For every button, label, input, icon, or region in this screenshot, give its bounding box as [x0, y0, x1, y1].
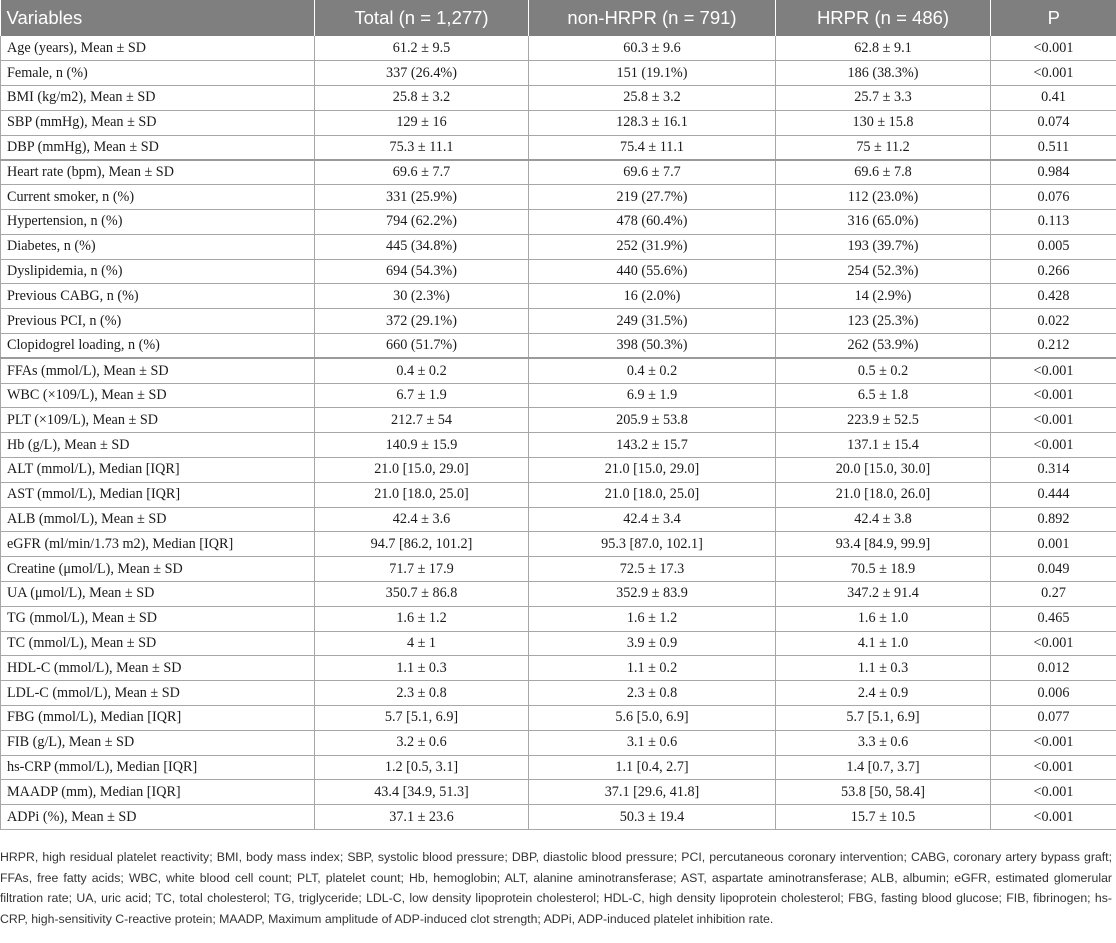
cell-hrpr: 316 (65.0%)	[776, 210, 991, 235]
cell-non-hrpr: 21.0 [18.0, 25.0]	[529, 482, 776, 507]
cell-hrpr: 5.7 [5.1, 6.9]	[776, 706, 991, 731]
cell-non-hrpr: 75.4 ± 11.1	[529, 135, 776, 160]
cell-hrpr: 186 (38.3%)	[776, 61, 991, 86]
header-total: Total (n = 1,277)	[315, 0, 529, 36]
cell-hrpr: 20.0 [15.0, 30.0]	[776, 458, 991, 483]
cell-hrpr: 137.1 ± 15.4	[776, 433, 991, 458]
cell-non-hrpr: 60.3 ± 9.6	[529, 36, 776, 61]
header-non-hrpr: non-HRPR (n = 791)	[529, 0, 776, 36]
cell-non-hrpr: 3.9 ± 0.9	[529, 631, 776, 656]
cell-p-value: <0.001	[991, 358, 1116, 383]
cell-total: 69.6 ± 7.7	[315, 160, 529, 185]
cell-variable: PLT (×109/L), Mean ± SD	[1, 408, 315, 433]
cell-non-hrpr: 95.3 [87.0, 102.1]	[529, 532, 776, 557]
cell-p-value: <0.001	[991, 36, 1116, 61]
table-row	[1, 259, 1116, 284]
table-row	[1, 284, 1116, 309]
cell-total: 1.6 ± 1.2	[315, 606, 529, 631]
cell-total: 25.8 ± 3.2	[315, 86, 529, 111]
cell-p-value: <0.001	[991, 383, 1116, 408]
cell-hrpr: 254 (52.3%)	[776, 259, 991, 284]
table-row	[1, 532, 1116, 557]
cell-hrpr: 130 ± 15.8	[776, 110, 991, 135]
cell-variable: TG (mmol/L), Mean ± SD	[1, 606, 315, 631]
table-row	[1, 805, 1116, 830]
cell-hrpr: 123 (25.3%)	[776, 309, 991, 334]
cell-non-hrpr: 440 (55.6%)	[529, 259, 776, 284]
cell-variable: SBP (mmHg), Mean ± SD	[1, 110, 315, 135]
cell-hrpr: 69.6 ± 7.8	[776, 160, 991, 185]
cell-variable: Dyslipidemia, n (%)	[1, 259, 315, 284]
cell-non-hrpr: 0.4 ± 0.2	[529, 358, 776, 383]
cell-p-value: 0.001	[991, 532, 1116, 557]
cell-p-value: 0.113	[991, 210, 1116, 235]
cell-hrpr: 70.5 ± 18.9	[776, 557, 991, 582]
cell-variable: FFAs (mmol/L), Mean ± SD	[1, 358, 315, 383]
cell-variable: FBG (mmol/L), Median [IQR]	[1, 706, 315, 731]
cell-variable: Creatine (μmol/L), Mean ± SD	[1, 557, 315, 582]
cell-variable: ALT (mmol/L), Median [IQR]	[1, 458, 315, 483]
cell-non-hrpr: 42.4 ± 3.4	[529, 507, 776, 532]
cell-hrpr: 62.8 ± 9.1	[776, 36, 991, 61]
cell-p-value: 0.266	[991, 259, 1116, 284]
cell-hrpr: 2.4 ± 0.9	[776, 681, 991, 706]
cell-p-value: 0.005	[991, 234, 1116, 259]
cell-variable: Previous PCI, n (%)	[1, 309, 315, 334]
cell-non-hrpr: 5.6 [5.0, 6.9]	[529, 706, 776, 731]
table-row	[1, 557, 1116, 582]
cell-variable: Heart rate (bpm), Mean ± SD	[1, 160, 315, 185]
cell-total: 337 (26.4%)	[315, 61, 529, 86]
table-row	[1, 135, 1116, 160]
cell-p-value: <0.001	[991, 730, 1116, 755]
cell-variable: LDL-C (mmol/L), Mean ± SD	[1, 681, 315, 706]
cell-total: 2.3 ± 0.8	[315, 681, 529, 706]
cell-hrpr: 75 ± 11.2	[776, 135, 991, 160]
cell-variable: BMI (kg/m2), Mean ± SD	[1, 86, 315, 111]
table-row	[1, 631, 1116, 656]
table-row	[1, 234, 1116, 259]
cell-non-hrpr: 1.1 [0.4, 2.7]	[529, 755, 776, 780]
cell-non-hrpr: 72.5 ± 17.3	[529, 557, 776, 582]
table-row	[1, 755, 1116, 780]
cell-p-value: 0.41	[991, 86, 1116, 111]
cell-total: 71.7 ± 17.9	[315, 557, 529, 582]
cell-variable: WBC (×109/L), Mean ± SD	[1, 383, 315, 408]
cell-hrpr: 1.4 [0.7, 3.7]	[776, 755, 991, 780]
cell-total: 0.4 ± 0.2	[315, 358, 529, 383]
cell-hrpr: 14 (2.9%)	[776, 284, 991, 309]
cell-non-hrpr: 21.0 [15.0, 29.0]	[529, 458, 776, 483]
table-row	[1, 780, 1116, 805]
cell-variable: eGFR (ml/min/1.73 m2), Median [IQR]	[1, 532, 315, 557]
table-row	[1, 383, 1116, 408]
cell-total: 61.2 ± 9.5	[315, 36, 529, 61]
table-row	[1, 334, 1116, 359]
cell-total: 350.7 ± 86.8	[315, 582, 529, 607]
cell-variable: MAADP (mm), Median [IQR]	[1, 780, 315, 805]
table-row	[1, 160, 1116, 185]
cell-non-hrpr: 128.3 ± 16.1	[529, 110, 776, 135]
cell-total: 21.0 [15.0, 29.0]	[315, 458, 529, 483]
cell-variable: Diabetes, n (%)	[1, 234, 315, 259]
cell-hrpr: 21.0 [18.0, 26.0]	[776, 482, 991, 507]
cell-hrpr: 93.4 [84.9, 99.9]	[776, 532, 991, 557]
cell-total: 3.2 ± 0.6	[315, 730, 529, 755]
cell-non-hrpr: 478 (60.4%)	[529, 210, 776, 235]
cell-variable: HDL-C (mmol/L), Mean ± SD	[1, 656, 315, 681]
cell-p-value: 0.984	[991, 160, 1116, 185]
cell-non-hrpr: 16 (2.0%)	[529, 284, 776, 309]
cell-variable: TC (mmol/L), Mean ± SD	[1, 631, 315, 656]
cell-variable: Female, n (%)	[1, 61, 315, 86]
cell-total: 30 (2.3%)	[315, 284, 529, 309]
table-row	[1, 482, 1116, 507]
cell-p-value: <0.001	[991, 805, 1116, 830]
cell-hrpr: 347.2 ± 91.4	[776, 582, 991, 607]
cell-total: 37.1 ± 23.6	[315, 805, 529, 830]
cell-p-value: <0.001	[991, 408, 1116, 433]
cell-hrpr: 25.7 ± 3.3	[776, 86, 991, 111]
table-row	[1, 730, 1116, 755]
cell-non-hrpr: 37.1 [29.6, 41.8]	[529, 780, 776, 805]
cell-hrpr: 53.8 [50, 58.4]	[776, 780, 991, 805]
cell-p-value: <0.001	[991, 780, 1116, 805]
table-row	[1, 681, 1116, 706]
cell-p-value: 0.074	[991, 110, 1116, 135]
header-hrpr: HRPR (n = 486)	[776, 0, 991, 36]
cell-non-hrpr: 398 (50.3%)	[529, 334, 776, 359]
cell-total: 331 (25.9%)	[315, 185, 529, 210]
cell-non-hrpr: 50.3 ± 19.4	[529, 805, 776, 830]
cell-total: 6.7 ± 1.9	[315, 383, 529, 408]
cell-variable: Current smoker, n (%)	[1, 185, 315, 210]
cell-total: 212.7 ± 54	[315, 408, 529, 433]
cell-p-value: 0.022	[991, 309, 1116, 334]
cell-non-hrpr: 2.3 ± 0.8	[529, 681, 776, 706]
table-row	[1, 210, 1116, 235]
cell-hrpr: 3.3 ± 0.6	[776, 730, 991, 755]
cell-total: 372 (29.1%)	[315, 309, 529, 334]
cell-total: 5.7 [5.1, 6.9]	[315, 706, 529, 731]
cell-total: 694 (54.3%)	[315, 259, 529, 284]
cell-hrpr: 262 (53.9%)	[776, 334, 991, 359]
table-row	[1, 86, 1116, 111]
cell-total: 1.1 ± 0.3	[315, 656, 529, 681]
cell-p-value: <0.001	[991, 61, 1116, 86]
cell-variable: Previous CABG, n (%)	[1, 284, 315, 309]
cell-p-value: 0.428	[991, 284, 1116, 309]
table-row	[1, 408, 1116, 433]
cell-p-value: <0.001	[991, 755, 1116, 780]
cell-non-hrpr: 69.6 ± 7.7	[529, 160, 776, 185]
cell-p-value: 0.465	[991, 606, 1116, 631]
cell-non-hrpr: 25.8 ± 3.2	[529, 86, 776, 111]
table-row	[1, 36, 1116, 61]
cell-variable: ALB (mmol/L), Mean ± SD	[1, 507, 315, 532]
cell-variable: Clopidogrel loading, n (%)	[1, 334, 315, 359]
table-row	[1, 185, 1116, 210]
cell-hrpr: 1.6 ± 1.0	[776, 606, 991, 631]
cell-variable: UA (μmol/L), Mean ± SD	[1, 582, 315, 607]
cell-hrpr: 15.7 ± 10.5	[776, 805, 991, 830]
header-variables: Variables	[1, 0, 315, 36]
cell-p-value: 0.27	[991, 582, 1116, 607]
cell-p-value: 0.012	[991, 656, 1116, 681]
cell-p-value: 0.511	[991, 135, 1116, 160]
table-row	[1, 309, 1116, 334]
table-row	[1, 656, 1116, 681]
table-row	[1, 507, 1116, 532]
cell-hrpr: 223.9 ± 52.5	[776, 408, 991, 433]
table-row	[1, 458, 1116, 483]
cell-hrpr: 0.5 ± 0.2	[776, 358, 991, 383]
cell-non-hrpr: 352.9 ± 83.9	[529, 582, 776, 607]
cell-hrpr: 1.1 ± 0.3	[776, 656, 991, 681]
cell-p-value: 0.049	[991, 557, 1116, 582]
cell-variable: DBP (mmHg), Mean ± SD	[1, 135, 315, 160]
header-p-value: P	[1047, 7, 1060, 28]
cell-non-hrpr: 6.9 ± 1.9	[529, 383, 776, 408]
cell-total: 794 (62.2%)	[315, 210, 529, 235]
cell-total: 129 ± 16	[315, 110, 529, 135]
cell-p-value: 0.444	[991, 482, 1116, 507]
cell-non-hrpr: 249 (31.5%)	[529, 309, 776, 334]
cell-hrpr: 4.1 ± 1.0	[776, 631, 991, 656]
cell-non-hrpr: 143.2 ± 15.7	[529, 433, 776, 458]
cell-variable: ADPi (%), Mean ± SD	[1, 805, 315, 830]
table-body	[1, 36, 1116, 830]
cell-non-hrpr: 3.1 ± 0.6	[529, 730, 776, 755]
table-row	[1, 110, 1116, 135]
cell-p-value: 0.212	[991, 334, 1116, 359]
cell-total: 42.4 ± 3.6	[315, 507, 529, 532]
cell-hrpr: 193 (39.7%)	[776, 234, 991, 259]
cell-non-hrpr: 151 (19.1%)	[529, 61, 776, 86]
cell-hrpr: 6.5 ± 1.8	[776, 383, 991, 408]
cell-total: 43.4 [34.9, 51.3]	[315, 780, 529, 805]
cell-total: 445 (34.8%)	[315, 234, 529, 259]
cell-total: 660 (51.7%)	[315, 334, 529, 359]
cell-p-value: 0.076	[991, 185, 1116, 210]
cell-variable: AST (mmol/L), Median [IQR]	[1, 482, 315, 507]
cell-hrpr: 42.4 ± 3.8	[776, 507, 991, 532]
cell-non-hrpr: 219 (27.7%)	[529, 185, 776, 210]
table-row	[1, 606, 1116, 631]
table-header-row	[1, 0, 1116, 36]
cell-non-hrpr: 1.1 ± 0.2	[529, 656, 776, 681]
cell-variable: hs-CRP (mmol/L), Median [IQR]	[1, 755, 315, 780]
cell-p-value: 0.006	[991, 681, 1116, 706]
cell-variable: Hb (g/L), Mean ± SD	[1, 433, 315, 458]
cell-p-value: <0.001	[991, 433, 1116, 458]
cell-non-hrpr: 1.6 ± 1.2	[529, 606, 776, 631]
cell-non-hrpr: 205.9 ± 53.8	[529, 408, 776, 433]
table-row	[1, 61, 1116, 86]
cell-p-value: 0.314	[991, 458, 1116, 483]
table-row	[1, 358, 1116, 383]
cell-non-hrpr: 252 (31.9%)	[529, 234, 776, 259]
table-row	[1, 706, 1116, 731]
cell-variable: Hypertension, n (%)	[1, 210, 315, 235]
cell-p-value: <0.001	[991, 631, 1116, 656]
table-footnote: HRPR, high residual platelet reactivity; BMI, body mass index; SBP, systolic blood pressure; DBP, diastolic blood pressure; PCI, percutaneous coronary intervention; CABG, coronary artery bypass graft; FFAs, free fatty acids; WBC, white blood cell count; PLT, platelet count; Hb, hemoglobin; ALT, alanine aminotransferase; AST, aspartate aminotransferase; ALB, albumin; eGFR, estimated glomerular filtration rate; UA, uric acid; TC, total cholesterol; TG, triglyceride; LDL-C, low density lipoprotein cholesterol; HDL-C, high density lipoprotein cholesterol; FBG, fasting blood glucose; FIB, fibrinogen; hs-CRP, high-sensitivity C-reactive protein; MAADP, Maximum amplitude of ADP-induced clot strength; ADPi, ADP-induced platelet inhibition rate.	[0, 850, 1112, 926]
cell-p-value: 0.892	[991, 507, 1116, 532]
cell-total: 21.0 [18.0, 25.0]	[315, 482, 529, 507]
cell-total: 1.2 [0.5, 3.1]	[315, 755, 529, 780]
cell-p-value: 0.077	[991, 706, 1116, 731]
table-row	[1, 433, 1116, 458]
cell-total: 140.9 ± 15.9	[315, 433, 529, 458]
cell-variable: Age (years), Mean ± SD	[1, 36, 315, 61]
cell-total: 4 ± 1	[315, 631, 529, 656]
cell-total: 94.7 [86.2, 101.2]	[315, 532, 529, 557]
table-row	[1, 582, 1116, 607]
cell-variable: FIB (g/L), Mean ± SD	[1, 730, 315, 755]
cell-total: 75.3 ± 11.1	[315, 135, 529, 160]
cell-hrpr: 112 (23.0%)	[776, 185, 991, 210]
